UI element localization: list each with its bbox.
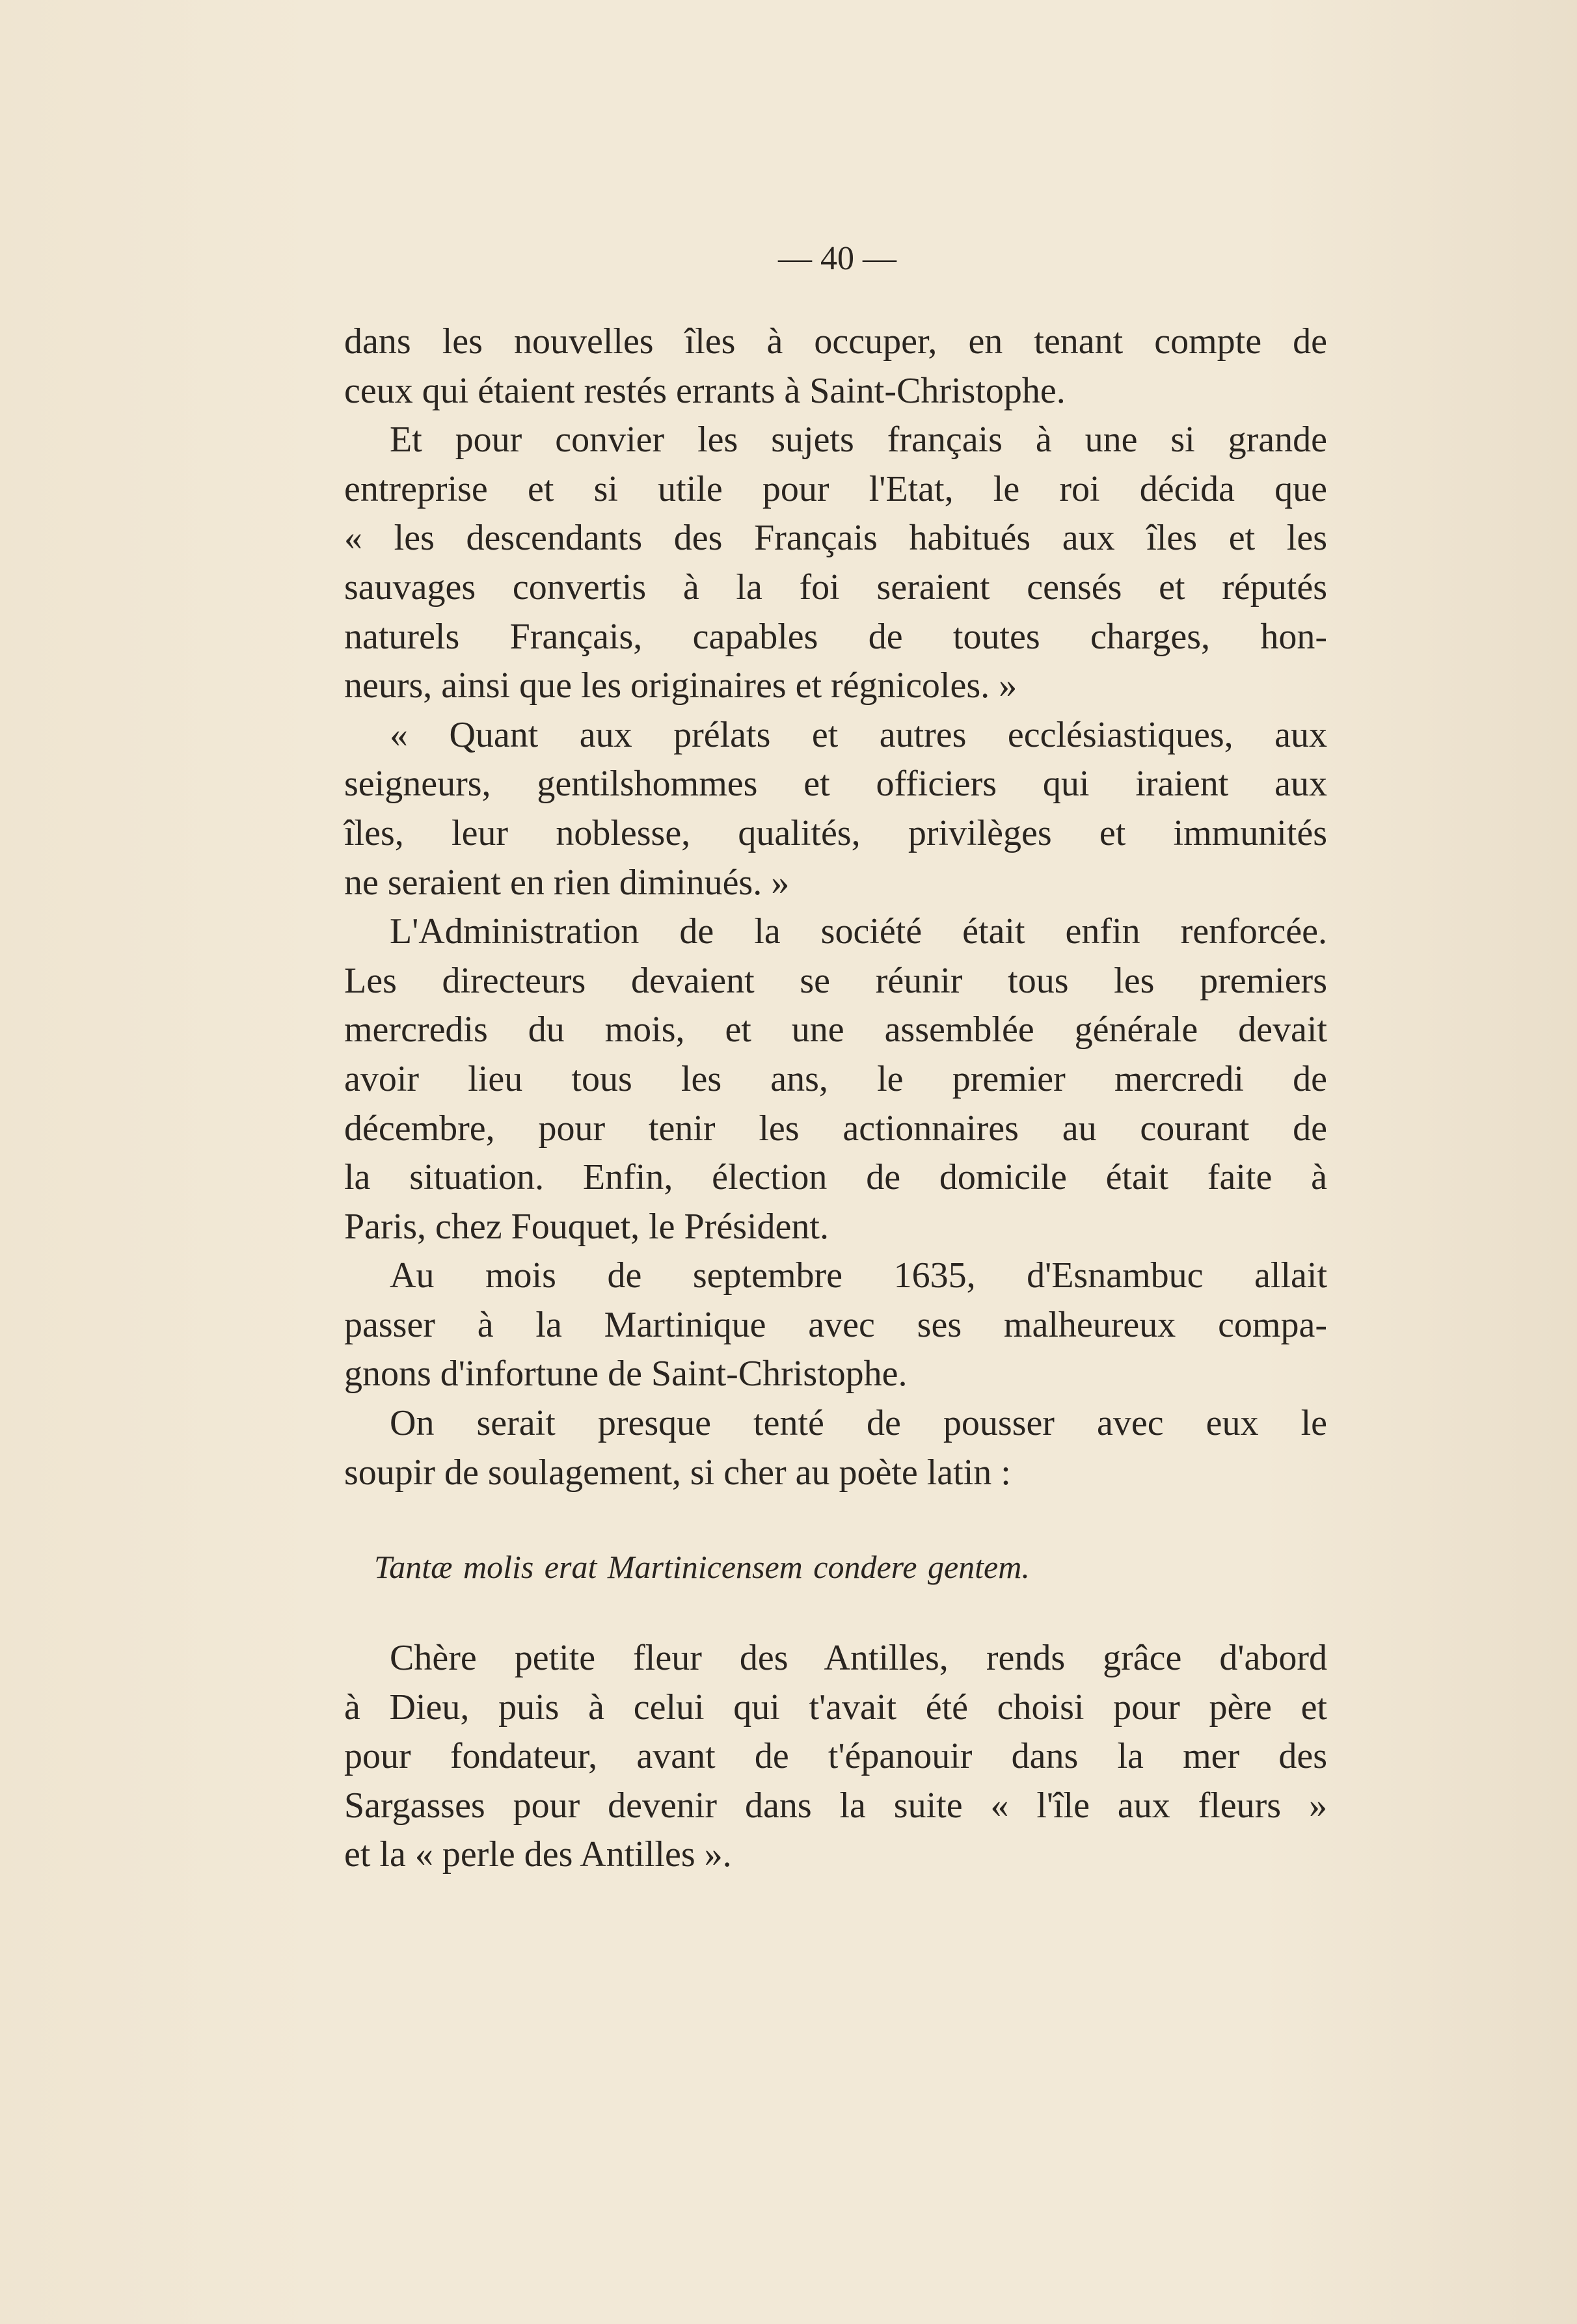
text-line: Au mois de septembre 1635, d'Esnambuc allait	[390, 1255, 1327, 1296]
paragraph	[344, 1399, 1327, 1497]
text-line: On serait presque tenté de pousser avec eux le	[390, 1403, 1327, 1444]
text-line: neurs, ainsi que les originaires et régnicoles. »	[344, 665, 1018, 706]
text-line: Chère petite fleur des Antilles, rends grâce d'abord	[390, 1638, 1327, 1678]
text-line: îles, leur noblesse, qualités, privilèges et immunités	[344, 812, 1327, 853]
text-line: et la « perle des Antilles ».	[344, 1834, 732, 1875]
text-line: passer à la Martinique avec ses malheureux compa-	[344, 1304, 1327, 1345]
text-line: naturels Français, capables de toutes charges, hon-	[344, 616, 1327, 657]
text-line: soupir de soulagement, si cher au poète latin :	[344, 1452, 1011, 1493]
text-line: à Dieu, puis à celui qui t'avait été choisi pour père et	[344, 1687, 1327, 1728]
text-line: Paris, chez Fouquet, le Président.	[344, 1206, 829, 1247]
paragraph	[344, 711, 1327, 907]
page-number: — 40 —	[778, 240, 896, 277]
paragraph	[344, 1634, 1327, 1880]
text-line: ne seraient en rien diminués. »	[344, 862, 790, 903]
text-line: gnons d'infortune de Saint-Christophe.	[344, 1354, 908, 1395]
text-line: entreprise et si utile pour l'Etat, le roi décida que	[344, 468, 1327, 509]
text-line: Et pour convier les sujets français à une si grande	[390, 420, 1327, 461]
text-line: décembre, pour tenir les actionnaires au courant de	[344, 1108, 1327, 1149]
paragraph	[344, 317, 1327, 416]
paragraph	[344, 416, 1327, 711]
paragraph	[344, 1251, 1327, 1399]
text-line: pour fondateur, avant de t'épanouir dans la mer des	[344, 1736, 1327, 1777]
latin-quote: Tantæ molis erat Martinicensem condere gentem.	[374, 1549, 1030, 1585]
text-line: sauvages convertis à la foi seraient censés et réputés	[344, 567, 1327, 608]
text-line: « Quant aux prélats et autres ecclésiastiques, aux	[390, 714, 1327, 755]
text-line: « les descendants des Français habitués aux îles et les	[344, 518, 1327, 559]
text-line: ceux qui étaient restés errants à Saint-Christophe.	[344, 370, 1066, 411]
text-line: mercredis du mois, et une assemblée générale devait	[344, 1009, 1327, 1050]
body-text	[344, 317, 1327, 1497]
text-line: la situation. Enfin, élection de domicile était faite à	[344, 1157, 1327, 1198]
text-line: Les directeurs devaient se réunir tous les premiers	[344, 960, 1327, 1001]
text-line: avoir lieu tous les ans, le premier mercredi de	[344, 1058, 1327, 1099]
closing-paragraph	[344, 1634, 1327, 1880]
paragraph	[344, 907, 1327, 1251]
text-line: dans les nouvelles îles à occuper, en tenant compte de	[344, 321, 1327, 362]
text-line: L'Administration de la société était enfin renforcée.	[390, 911, 1327, 952]
text-line: Sargasses pour devenir dans la suite « l'île aux fleurs »	[344, 1785, 1327, 1826]
text-line: seigneurs, gentilshommes et officiers qui iraient aux	[344, 764, 1327, 805]
